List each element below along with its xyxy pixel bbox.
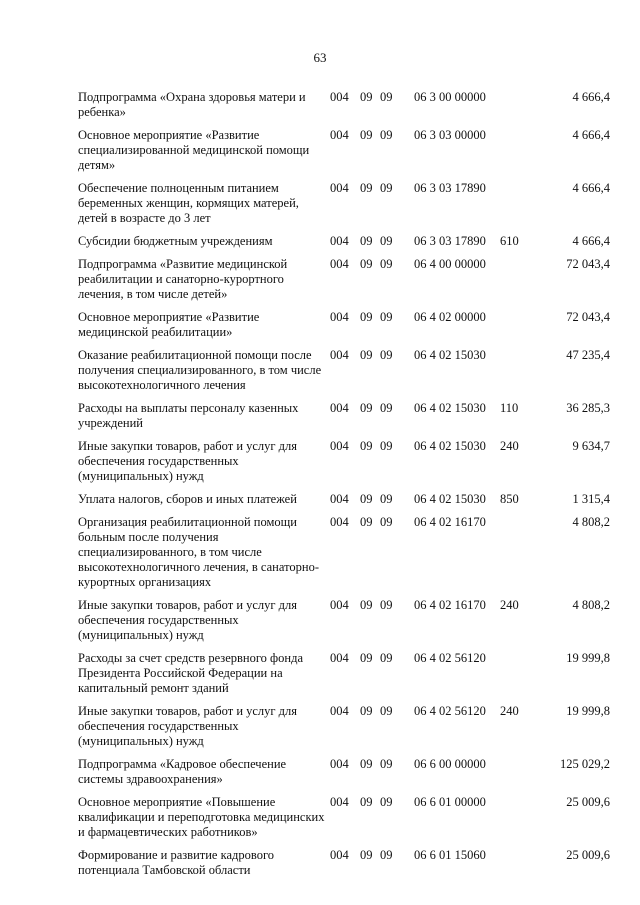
section-code: 09 <box>360 181 373 195</box>
table-row <box>78 234 610 257</box>
subsection-code: 09 <box>380 848 393 862</box>
item-name: Формирование и развитие кадрового потенциала Тамбовской области <box>78 848 275 877</box>
subsection-code: 09 <box>380 90 393 104</box>
item-name: Подпрограмма «Охрана здоровья матери и ребенка» <box>78 90 306 119</box>
department-code: 004 <box>330 598 349 612</box>
expense-type-code <box>500 128 530 181</box>
expense-type-code <box>500 651 530 704</box>
expense-type-code: 240 <box>500 598 519 612</box>
department-code: 004 <box>330 310 349 324</box>
table-row <box>78 401 610 439</box>
budget-rows <box>78 90 610 886</box>
department-code: 004 <box>330 181 349 195</box>
table-row <box>78 348 610 401</box>
item-name: Основное мероприятие «Развитие специализированной медицинской помощи детям» <box>78 128 310 172</box>
amount: 1 315,4 <box>572 492 610 506</box>
department-code: 004 <box>330 128 349 142</box>
subsection-code: 09 <box>380 492 393 506</box>
amount: 125 029,2 <box>560 757 610 771</box>
amount: 9 634,7 <box>572 439 610 453</box>
target-article-code: 06 4 02 56120 <box>414 651 486 665</box>
table-row <box>78 651 610 704</box>
table-row <box>78 795 610 848</box>
expense-type-code: 110 <box>500 401 519 415</box>
department-code: 004 <box>330 757 349 771</box>
subsection-code: 09 <box>380 598 393 612</box>
department-code: 004 <box>330 401 349 415</box>
subsection-code: 09 <box>380 795 393 809</box>
table-row <box>78 848 610 886</box>
amount: 25 009,6 <box>566 795 610 809</box>
expense-type-code <box>500 848 530 886</box>
section-code: 09 <box>360 310 373 324</box>
amount: 4 808,2 <box>572 515 610 529</box>
table-row <box>78 257 610 310</box>
subsection-code: 09 <box>380 348 393 362</box>
amount: 36 285,3 <box>566 401 610 415</box>
department-code: 004 <box>330 90 349 104</box>
section-code: 09 <box>360 704 373 718</box>
budget-table <box>78 90 610 886</box>
expense-type-code <box>500 757 530 795</box>
item-name: Подпрограмма «Кадровое обеспечение системы здравоохранения» <box>78 757 287 786</box>
subsection-code: 09 <box>380 704 393 718</box>
section-code: 09 <box>360 492 373 506</box>
table-row <box>78 757 610 795</box>
target-article-code: 06 4 02 16170 <box>414 598 486 612</box>
amount: 19 999,8 <box>566 651 610 665</box>
department-code: 004 <box>330 348 349 362</box>
item-name: Уплата налогов, сборов и иных платежей <box>78 492 297 506</box>
section-code: 09 <box>360 848 373 862</box>
subsection-code: 09 <box>380 757 393 771</box>
item-name: Подпрограмма «Развитие медицинской реабилитации и санаторно-курортного лечения, в том числе детей» <box>78 257 288 301</box>
amount: 47 235,4 <box>566 348 610 362</box>
department-code: 004 <box>330 848 349 862</box>
target-article-code: 06 4 02 15030 <box>414 492 486 506</box>
expense-type-code <box>500 515 530 598</box>
section-code: 09 <box>360 401 373 415</box>
expense-type-code <box>500 348 530 401</box>
amount: 72 043,4 <box>566 310 610 324</box>
target-article-code: 06 6 01 15060 <box>414 848 486 862</box>
target-article-code: 06 3 03 17890 <box>414 234 486 248</box>
expense-type-code: 850 <box>500 492 519 506</box>
target-article-code: 06 3 00 00000 <box>414 90 486 104</box>
subsection-code: 09 <box>380 128 393 142</box>
subsection-code: 09 <box>380 257 393 271</box>
subsection-code: 09 <box>380 401 393 415</box>
amount: 4 666,4 <box>572 90 610 104</box>
department-code: 004 <box>330 515 349 529</box>
department-code: 004 <box>330 795 349 809</box>
expense-type-code: 240 <box>500 704 519 718</box>
expense-type-code <box>500 257 530 310</box>
target-article-code: 06 4 02 00000 <box>414 310 486 324</box>
section-code: 09 <box>360 90 373 104</box>
section-code: 09 <box>360 348 373 362</box>
expense-type-code <box>500 310 530 348</box>
target-article-code: 06 4 02 15030 <box>414 401 486 415</box>
table-row <box>78 128 610 181</box>
table-row <box>78 515 610 598</box>
amount: 4 666,4 <box>572 181 610 195</box>
expense-type-code: 240 <box>500 439 519 453</box>
subsection-code: 09 <box>380 234 393 248</box>
table-row <box>78 704 610 757</box>
target-article-code: 06 3 03 00000 <box>414 128 486 142</box>
amount: 4 666,4 <box>572 234 610 248</box>
expense-type-code: 610 <box>500 234 519 248</box>
target-article-code: 06 4 02 56120 <box>414 704 486 718</box>
target-article-code: 06 3 03 17890 <box>414 181 486 195</box>
section-code: 09 <box>360 757 373 771</box>
subsection-code: 09 <box>380 515 393 529</box>
section-code: 09 <box>360 598 373 612</box>
item-name: Иные закупки товаров, работ и услуг для обеспечения государственных (муниципальных) нужд <box>78 439 298 483</box>
department-code: 004 <box>330 234 349 248</box>
table-row <box>78 310 610 348</box>
item-name: Иные закупки товаров, работ и услуг для обеспечения государственных (муниципальных) нужд <box>78 598 298 642</box>
page-number: 63 <box>313 50 327 65</box>
expense-type-code <box>500 90 530 128</box>
table-row <box>78 598 610 651</box>
target-article-code: 06 4 02 16170 <box>414 515 486 529</box>
target-article-code: 06 6 01 00000 <box>414 795 486 809</box>
section-code: 09 <box>360 234 373 248</box>
amount: 72 043,4 <box>566 257 610 271</box>
subsection-code: 09 <box>380 181 393 195</box>
item-name: Организация реабилитационной помощи больным после получения специализированного, в том числе высокотехнологичного лечения, в санаторно-курортных организациях <box>78 515 319 589</box>
amount: 19 999,8 <box>566 704 610 718</box>
item-name: Оказание реабилитационной помощи после получения специализированного, в том числе высокотехнологичного лечения <box>78 348 322 392</box>
target-article-code: 06 4 02 15030 <box>414 348 486 362</box>
target-article-code: 06 4 00 00000 <box>414 257 486 271</box>
table-row <box>78 90 610 128</box>
subsection-code: 09 <box>380 651 393 665</box>
amount: 25 009,6 <box>566 848 610 862</box>
item-name: Расходы за счет средств резервного фонда Президента Российской Федерации на капитальный ремонт зданий <box>78 651 304 695</box>
section-code: 09 <box>360 128 373 142</box>
section-code: 09 <box>360 515 373 529</box>
table-row <box>78 439 610 492</box>
item-name: Основное мероприятие «Развитие медицинской реабилитации» <box>78 310 260 339</box>
item-name: Субсидии бюджетным учреждениям <box>78 234 273 248</box>
section-code: 09 <box>360 651 373 665</box>
subsection-code: 09 <box>380 439 393 453</box>
expense-type-code <box>500 795 530 848</box>
section-code: 09 <box>360 795 373 809</box>
item-name: Обеспечение полноценным питанием беременных женщин, кормящих матерей, детей в возрасте до 3 лет <box>78 181 299 225</box>
department-code: 004 <box>330 492 349 506</box>
section-code: 09 <box>360 439 373 453</box>
amount: 4 808,2 <box>572 598 610 612</box>
target-article-code: 06 4 02 15030 <box>414 439 486 453</box>
target-article-code: 06 6 00 00000 <box>414 757 486 771</box>
department-code: 004 <box>330 704 349 718</box>
item-name: Расходы на выплаты персоналу казенных учреждений <box>78 401 299 430</box>
expense-type-code <box>500 181 530 234</box>
item-name: Основное мероприятие «Повышение квалификации и переподготовка медицинских и фармацевтических работников» <box>78 795 325 839</box>
section-code: 09 <box>360 257 373 271</box>
item-name: Иные закупки товаров, работ и услуг для обеспечения государственных (муниципальных) нужд <box>78 704 298 748</box>
department-code: 004 <box>330 257 349 271</box>
table-row <box>78 181 610 234</box>
department-code: 004 <box>330 439 349 453</box>
department-code: 004 <box>330 651 349 665</box>
subsection-code: 09 <box>380 310 393 324</box>
amount: 4 666,4 <box>572 128 610 142</box>
table-row <box>78 492 610 515</box>
